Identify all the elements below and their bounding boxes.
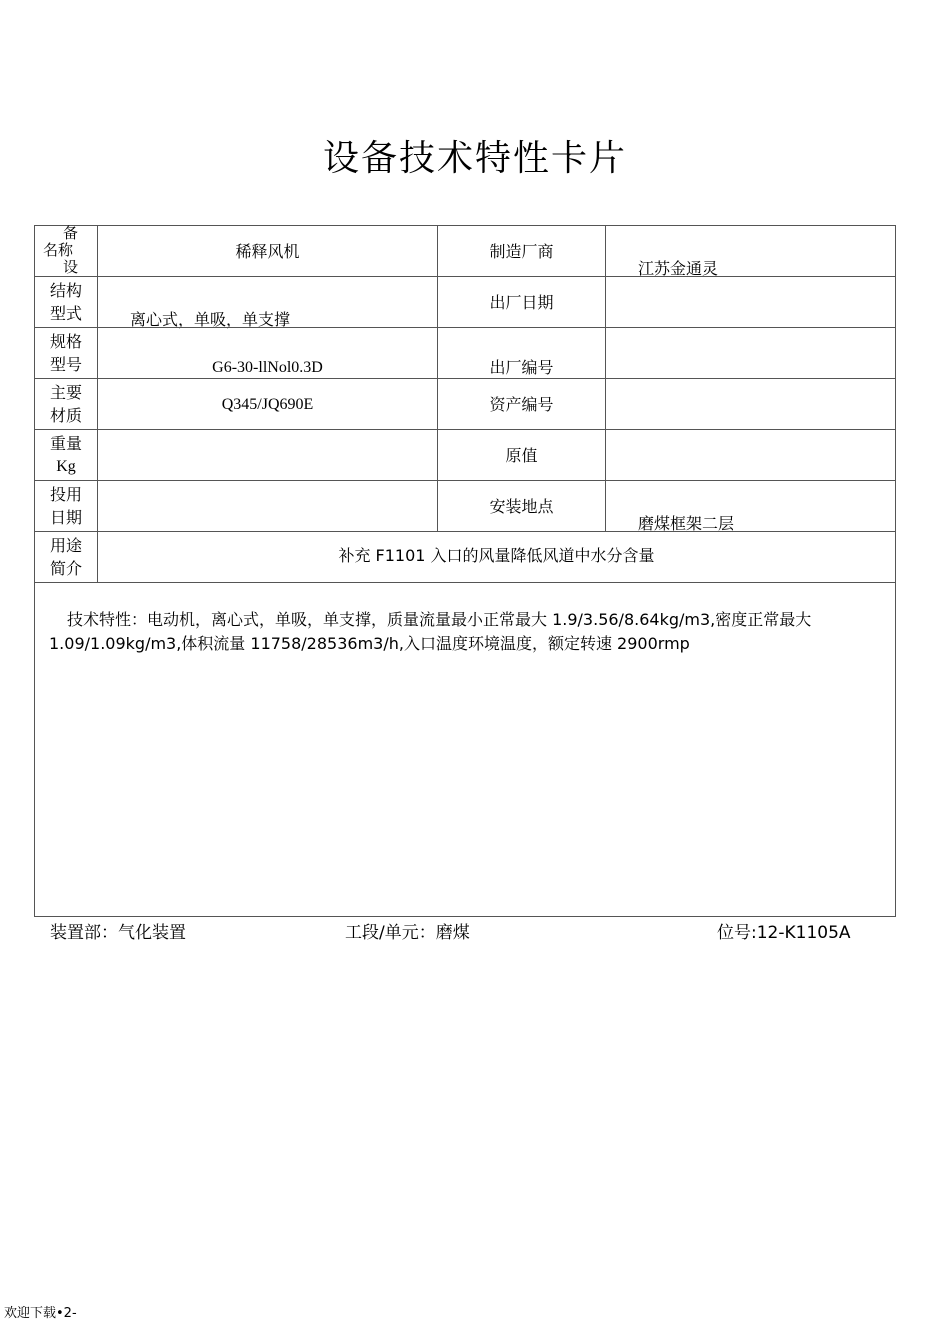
value-cell-asset [605, 378, 896, 430]
commission-label-1: 投用 [49, 485, 82, 504]
usage-value: 补充 F1101 入口的风量降低风道中水分含量 [338, 546, 655, 565]
structure-label-1: 结构 [49, 281, 82, 300]
value-cell-serial [605, 327, 896, 379]
commission-label-2: 日期 [49, 508, 82, 527]
label-cell-commission [34, 480, 98, 532]
usage-label-2: 简介 [49, 559, 82, 578]
label-cell-spec [34, 327, 98, 379]
weight-label-1: 重量 [49, 434, 82, 453]
tech-block [34, 582, 896, 917]
structure-value: 离心式，单吸，单支撑 [130, 310, 291, 329]
manufacturer-label: 制造厂商 [489, 242, 554, 261]
page-title: 设备技术特性卡片 [322, 138, 627, 179]
material-value: Q345/JQ690E [221, 396, 314, 413]
label-name-bottom: 设 [63, 258, 79, 276]
value-cell-location [605, 480, 896, 532]
manufacturer-value: 江苏金通灵 [638, 259, 719, 278]
weight-label-2: Kg [56, 458, 76, 475]
factory-date-label: 出厂日期 [489, 293, 554, 312]
spec-label-1: 规格 [49, 332, 82, 351]
label-cell-location [437, 480, 606, 532]
label-name-mid: 名称 [43, 241, 74, 259]
value-cell-manufacturer [605, 225, 896, 277]
spec-value: G6-30-llNol0.3D [212, 359, 323, 376]
position-text: 位号:12-K1105A [717, 923, 851, 943]
value-cell-usage [97, 531, 896, 583]
label-name-top: 备 [63, 224, 79, 242]
label-cell-asset [437, 378, 606, 430]
location-label: 安装地点 [489, 497, 554, 516]
device-name-value: 稀释风机 [235, 242, 300, 261]
spec-label-2: 型号 [49, 355, 82, 374]
label-cell-material [34, 378, 98, 430]
label-cell-weight [34, 429, 98, 481]
tech-line-2: 1.09/1.09kg/m3,体积流量 11758/28536m3/h,入口温度环境温度，额定转速 2900rmp [49, 634, 690, 653]
structure-label-2: 型式 [49, 304, 82, 323]
label-cell-factory-date [437, 276, 606, 328]
value-cell-original-value [605, 429, 896, 481]
asset-label: 资产编号 [489, 395, 554, 414]
label-cell-name [34, 225, 98, 277]
label-cell-manufacturer [437, 225, 606, 277]
value-cell-spec [97, 327, 438, 379]
value-cell-structure [97, 276, 438, 328]
label-cell-structure [34, 276, 98, 328]
usage-label-1: 用途 [49, 536, 82, 555]
value-cell-factory-date [605, 276, 896, 328]
original-value-label: 原值 [505, 446, 538, 465]
material-label-2: 材质 [49, 406, 82, 425]
serial-label: 出厂编号 [489, 358, 554, 377]
material-label-1: 主要 [49, 383, 82, 402]
section-text: 工段/单元：磨煤 [345, 923, 470, 943]
label-cell-original-value [437, 429, 606, 481]
tech-line-1: 技术特性：电动机，离心式，单吸，单支撑，质量流量最小正常最大 1.9/3.56/8.64kg/m3,密度正常最大 [67, 610, 812, 629]
value-cell-weight [97, 429, 438, 481]
value-cell-name [97, 225, 438, 277]
label-cell-usage [34, 531, 98, 583]
page-footer: 欢迎下载•2- [4, 1306, 77, 1321]
value-cell-material [97, 378, 438, 430]
label-cell-serial [437, 327, 606, 379]
value-cell-commission [97, 480, 438, 532]
unit-text: 装置部：气化装置 [50, 923, 186, 943]
location-value: 磨煤框架二层 [638, 514, 735, 533]
